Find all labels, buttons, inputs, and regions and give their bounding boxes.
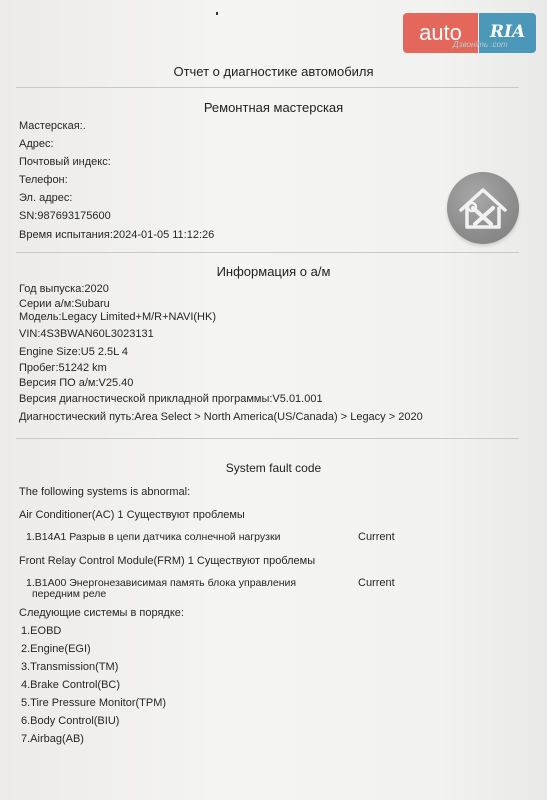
workshop-heading: Ремонтная мастерская bbox=[203, 100, 344, 115]
ecu-software-version: Версия ПО а/м:V25.40 bbox=[19, 377, 134, 389]
abnormal-intro: The following systems is abnormal: bbox=[19, 486, 191, 498]
fault-heading: System fault code bbox=[225, 461, 322, 475]
logo-auto-text: auto bbox=[403, 13, 478, 53]
workshop-email: Эл. адрес: bbox=[19, 192, 73, 204]
fault-code-continued: передним реле bbox=[32, 588, 107, 600]
fault-system-name: Front Relay Control Module(FRM) 1 Существуют проблемы bbox=[19, 555, 316, 567]
divider bbox=[16, 252, 519, 253]
divider bbox=[16, 87, 519, 88]
vehicle-make: Серии а/м:Subaru bbox=[19, 298, 110, 310]
vehicle-heading: Информация о а/м bbox=[216, 264, 331, 279]
report-title: Отчет о диагностике автомобиля bbox=[173, 64, 374, 79]
workshop-postcode: Почтовый индекс: bbox=[19, 156, 111, 168]
ok-system-item: 4.Brake Control(BC) bbox=[21, 679, 121, 691]
auto-ria-watermark bbox=[403, 13, 536, 53]
vehicle-model: Модель:Legacy Limited+M/R+NAVI(HK) bbox=[19, 311, 217, 323]
vehicle-year: Год выпуска:2020 bbox=[19, 283, 109, 295]
workshop-address: Адрес: bbox=[19, 138, 54, 150]
diag-path: Диагностический путь:Area Select > North America(US/Canada) > Legacy > 2020 bbox=[19, 411, 423, 423]
paper-speck bbox=[216, 12, 218, 15]
fault-code: 1.B14A1 Разрыв в цепи датчика солнечной нагрузки bbox=[26, 531, 281, 543]
workshop-phone: Телефон: bbox=[19, 174, 68, 186]
serial-number: SN:987693175600 bbox=[19, 210, 111, 222]
test-time: Время испытания:2024-01-05 11:12:26 bbox=[19, 229, 215, 241]
logo-ria-text: RIA bbox=[479, 13, 536, 53]
diag-app-version: Версия диагностической прикладной программы:V5.01.001 bbox=[19, 393, 323, 405]
fault-system-name: Air Conditioner(AC) 1 Существуют проблемы bbox=[19, 509, 245, 521]
ok-intro: Следующие системы в порядке: bbox=[19, 607, 184, 619]
workshop-name: Мастерская:. bbox=[19, 120, 86, 132]
logo-faint-text: Дзвоніть .com bbox=[453, 40, 508, 49]
vehicle-vin: VIN:4S3BWAN60L3023131 bbox=[19, 328, 154, 340]
mileage: Пробег:51242 km bbox=[19, 362, 107, 374]
ok-system-item: 7.Airbag(AB) bbox=[21, 733, 84, 745]
engine-size: Engine Size:U5 2.5L 4 bbox=[19, 346, 129, 358]
fault-code: 1.B1A00 Энергонезависимая память блока управления bbox=[26, 577, 297, 589]
ok-system-item: 1.EOBD bbox=[21, 625, 62, 637]
ok-system-item: 5.Tire Pressure Monitor(TPM) bbox=[21, 697, 167, 709]
ok-system-item: 3.Transmission(TM) bbox=[21, 661, 119, 673]
fault-status: Current bbox=[358, 531, 395, 543]
repair-house-icon bbox=[447, 172, 519, 244]
ok-system-item: 2.Engine(EGI) bbox=[21, 643, 91, 655]
divider bbox=[16, 438, 519, 439]
ok-system-item: 6.Body Control(BIU) bbox=[21, 715, 120, 727]
fault-status: Current bbox=[358, 577, 395, 589]
